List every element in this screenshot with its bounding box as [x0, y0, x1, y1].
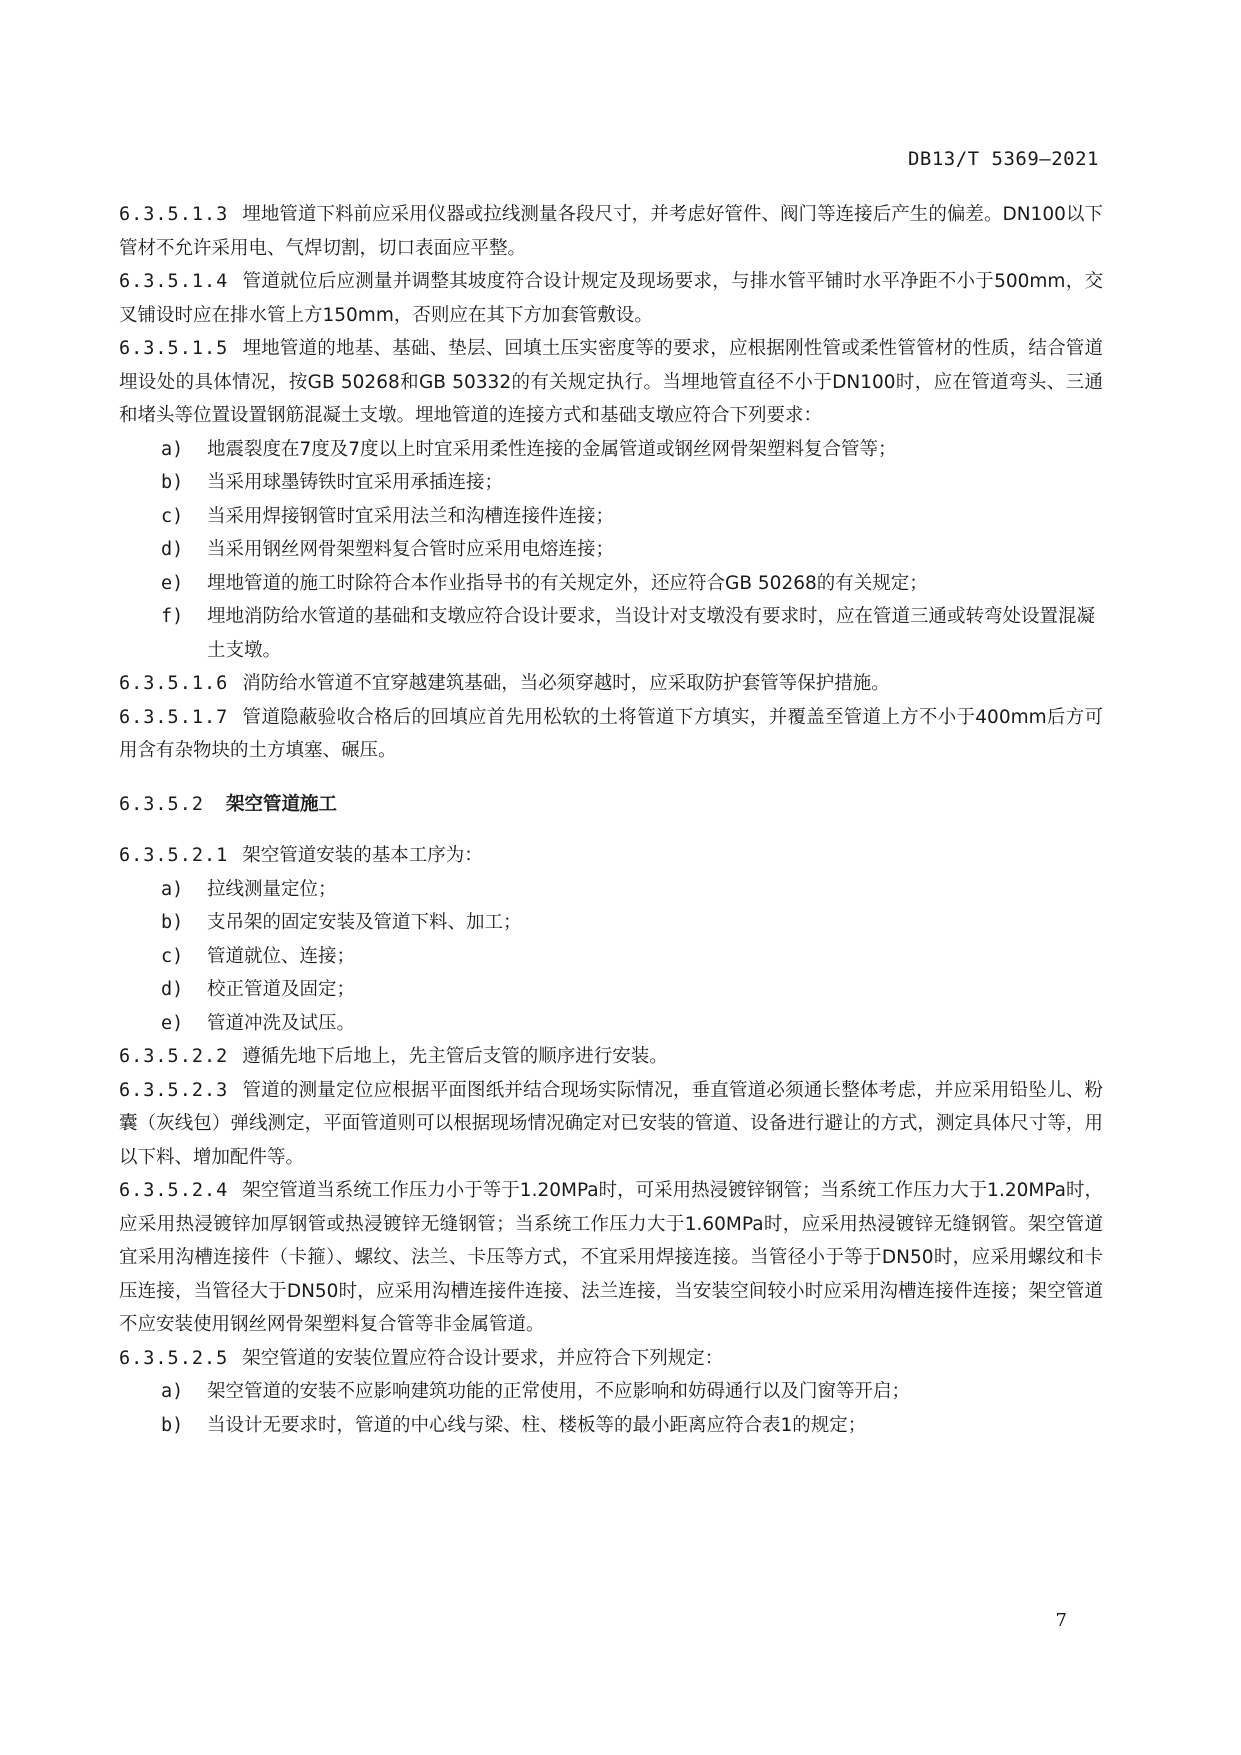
list-item — [119, 533, 1103, 567]
clause-text: 架空管道当系统工作压力小于等于1.20MPa时，可采用热浸镀锌钢管；当系统工作压力大于1.20MPa时，应采用热浸镀锌加厚钢管或热浸镀锌无缝钢管；当系统工作压力大于1.60MPa时，应采用热浸镀锌无缝钢管。架空管道宜采用沟槽连接件（卡箍）、螺纹、法兰、卡压等方式，不宜采用焊接连接。当管径小于等于DN50时，应采用螺纹和卡压连接，当管径大于DN50时，应采用沟槽连接件连接、法兰连接，当安装空间较小时应采用沟槽连接件连接；架空管道不应安装使用钢丝网骨架塑料复合管等非金属管道。 — [119, 1180, 1103, 1335]
list-item-marker: d) — [161, 979, 184, 1000]
list-item-text: 架空管道的安装不应影响建筑功能的正常使用，不应影响和妨碍通行以及门窗等开启； — [207, 1381, 911, 1402]
clause-text: 管道的测量定位应根据平面图纸并结合现场实际情况，垂直管道必须通长整体考虑，并应采用铅坠儿、粉囊（灰线包）弹线测定，平面管道则可以根据现场情况确定对已安装的管道、设备进行避让的方式，测定具体尺寸等，用以下料、增加配件等。 — [119, 1079, 1103, 1168]
list-item-text: 支吊架的固定安装及管道下料、加工； — [207, 912, 522, 933]
section-heading — [119, 788, 1103, 822]
list-item-text: 当设计无要求时，管道的中心线与梁、柱、楼板等的最小距离应符合表1的规定； — [207, 1414, 867, 1436]
clause-paragraph — [119, 1342, 1103, 1376]
clause-number: 6.3.5.2.5 — [119, 1347, 229, 1369]
item-list — [119, 1375, 1103, 1442]
list-item-text: 当采用钢丝网骨架塑料复合管时应采用电熔连接； — [207, 539, 615, 560]
document-body — [119, 198, 1103, 1442]
list-item-marker: f) — [161, 606, 184, 627]
clause-text: 架空管道施工 — [225, 793, 337, 815]
clause-number: 6.3.5.1.5 — [119, 338, 229, 359]
list-item-marker: a) — [161, 438, 184, 460]
list-item-marker: b) — [161, 912, 184, 933]
list-item-marker: c) — [161, 505, 184, 527]
clause-number: 6.3.5.2.3 — [119, 1079, 229, 1101]
list-item-marker: a) — [161, 1381, 184, 1402]
list-item — [119, 600, 1103, 667]
list-item-marker: d) — [161, 539, 184, 560]
list-item-text: 校正管道及固定； — [207, 979, 356, 1000]
clause-text: 架空管道的安装位置应符合设计要求，并应符合下列规定： — [242, 1347, 724, 1369]
clause-number: 6.3.5.1.4 — [119, 271, 229, 292]
list-item — [119, 466, 1103, 500]
list-item — [119, 940, 1103, 974]
list-item-text: 埋地管道的施工时除符合本作业指导书的有关规定外，还应符合GB 50268的有关规定； — [207, 572, 928, 594]
clause-paragraph — [119, 701, 1103, 768]
clause-text: 管道就位后应测量并调整其坡度符合设计规定及现场要求，与排水管平铺时水平净距不小于500mm，交叉铺设时应在排水管上方150mm，否则应在其下方加套管敷设。 — [119, 271, 1103, 326]
clause-paragraph — [119, 1040, 1103, 1074]
list-item-text: 当采用焊接钢管时宜采用法兰和沟槽连接件连接； — [207, 505, 615, 527]
clause-number: 6.3.5.2.2 — [119, 1046, 229, 1067]
list-item — [119, 567, 1103, 601]
list-item-marker: b) — [161, 472, 184, 493]
clause-text: 消防给水管道不宜穿越建筑基础，当必须穿越时，应采取防护套管等保护措施。 — [242, 673, 890, 694]
list-item-marker: b) — [161, 1414, 184, 1436]
list-item — [119, 1007, 1103, 1041]
document-code: DB13/T 5369—2021 — [907, 148, 1099, 170]
clause-number: 6.3.5.2.1 — [119, 845, 229, 866]
list-item — [119, 873, 1103, 907]
item-list — [119, 433, 1103, 668]
clause-number: 6.3.5.2 — [119, 793, 204, 815]
list-item — [119, 433, 1103, 467]
list-item-marker: e) — [161, 1012, 184, 1034]
list-item-text: 埋地消防给水管道的基础和支墩应符合设计要求，当设计对支墩没有要求时，应在管道三通或转弯处设置混凝土支墩。 — [207, 606, 1096, 661]
clause-paragraph — [119, 332, 1103, 433]
list-item-text: 拉线测量定位； — [207, 878, 337, 900]
list-item — [119, 1375, 1103, 1409]
clause-paragraph — [119, 198, 1103, 265]
clause-text: 管道隐蔽验收合格后的回填应首先用松软的土将管道下方填实，并覆盖至管道上方不小于400mm后方可用含有杂物块的土方填塞、碾压。 — [119, 706, 1103, 761]
clause-number: 6.3.5.2.4 — [119, 1180, 229, 1201]
list-item-marker: a) — [161, 878, 184, 900]
list-item-text: 当采用球墨铸铁时宜采用承插连接； — [207, 472, 504, 493]
clause-paragraph — [119, 265, 1103, 332]
page-number: 7 — [1055, 1610, 1067, 1631]
clause-number: 6.3.5.1.7 — [119, 706, 229, 728]
clause-number: 6.3.5.1.3 — [119, 204, 229, 225]
list-item — [119, 906, 1103, 940]
list-item-marker: c) — [161, 945, 184, 967]
clause-paragraph — [119, 667, 1103, 701]
list-item-marker: e) — [161, 572, 184, 594]
list-item-text: 地震裂度在7度及7度以上时宜采用柔性连接的金属管道或钢丝网骨架塑料复合管等； — [207, 438, 897, 460]
clause-paragraph — [119, 839, 1103, 873]
clause-text: 埋地管道下料前应采用仪器或拉线测量各段尺寸，并考虑好管件、阀门等连接后产生的偏差。DN100以下管材不允许采用电、气焊切割，切口表面应平整。 — [119, 204, 1103, 259]
list-item-text: 管道冲洗及试压。 — [207, 1012, 356, 1034]
clause-text: 遵循先地下后地上，先主管后支管的顺序进行安装。 — [242, 1046, 668, 1067]
clause-number: 6.3.5.1.6 — [119, 673, 229, 694]
clause-text: 埋地管道的地基、基础、垫层、回填土压实密度等的要求，应根据刚性管或柔性管管材的性质，结合管道埋设处的具体情况，按GB 50268和GB 50332的有关规定执行。当埋地管直径不小于DN100时，应在管道弯头、三通和堵头等位置设置钢筋混凝土支墩。埋地管道的连接方式和基础支墩应符合下列要求： — [119, 338, 1103, 426]
clause-paragraph — [119, 1074, 1103, 1175]
list-item-text: 管道就位、连接； — [207, 945, 356, 967]
list-item — [119, 973, 1103, 1007]
list-item — [119, 500, 1103, 534]
clause-paragraph — [119, 1174, 1103, 1342]
list-item — [119, 1409, 1103, 1443]
item-list — [119, 873, 1103, 1041]
clause-text: 架空管道安装的基本工序为： — [242, 845, 483, 866]
